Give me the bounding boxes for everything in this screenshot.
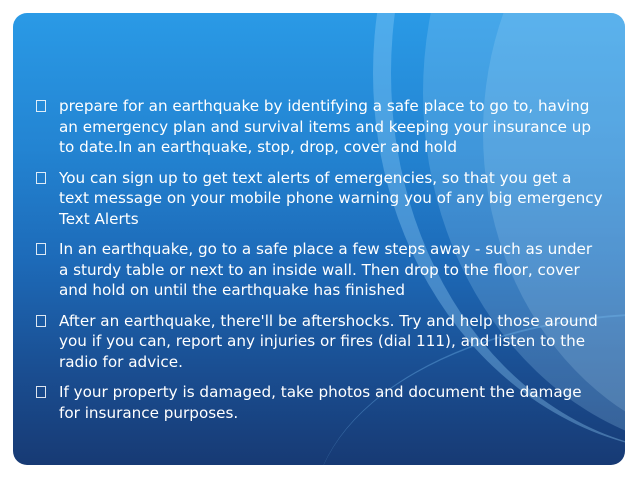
square-bullet-icon <box>36 386 46 398</box>
bullet-text: In an earthquake, go to a safe place a few steps away - such as under a sturdy table or next to an inside wall. Then drop to the floor, cover and hold on until the earthquake has finished <box>59 240 593 299</box>
bullet-item <box>35 382 605 423</box>
square-bullet-icon <box>36 100 46 112</box>
bullet-text: prepare for an earthquake by identifying a safe place to go to, having an emergency plan and survival items and keeping your insurance up to date.In an earthquake, stop, drop, cover and hold <box>59 97 592 156</box>
square-bullet-icon <box>36 315 46 327</box>
bullet-item <box>35 239 605 301</box>
square-bullet-icon <box>36 172 46 184</box>
bullet-list <box>35 96 605 433</box>
bullet-item <box>35 168 605 230</box>
bullet-text: You can sign up to get text alerts of emergencies, so that you get a text message on your mobile phone warning you of any big emergency Text Alerts <box>59 168 603 228</box>
bullet-item <box>35 96 605 158</box>
bullet-item <box>35 311 605 373</box>
slide-background <box>13 13 625 465</box>
square-bullet-icon <box>36 243 46 255</box>
bullet-text: If your property is damaged, take photos and document the damage for insurance purposes. <box>59 383 582 422</box>
bullet-text: After an earthquake, there'll be aftershocks. Try and help those around you if you can, report any injuries or fires (dial 111), and listen to the radio for advice. <box>59 311 598 371</box>
